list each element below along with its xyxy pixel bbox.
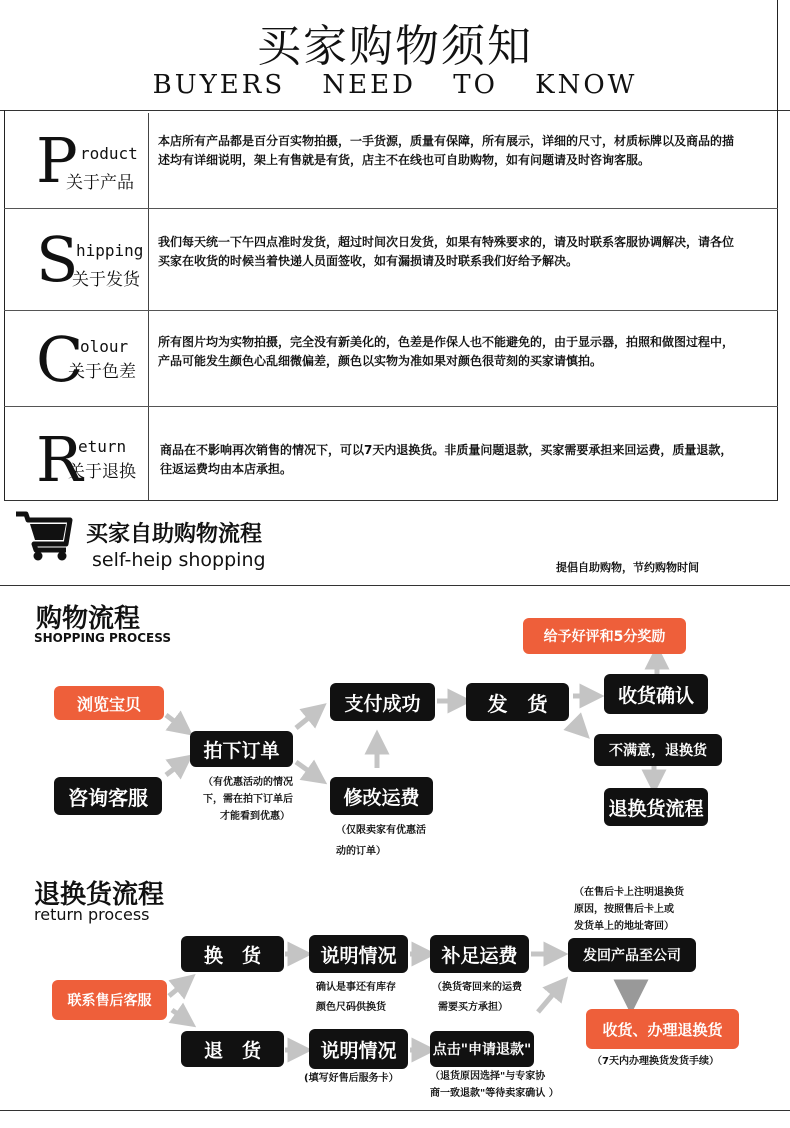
- section-label-cn: 关于发货: [72, 270, 140, 290]
- section-label-cn: 关于色差: [68, 362, 136, 382]
- bottom-divider: [0, 1110, 790, 1111]
- postage-box: 补足运费: [430, 935, 529, 973]
- section-letter: S: [36, 223, 79, 296]
- divider: [4, 500, 778, 501]
- consult-box: 咨询客服: [54, 777, 162, 815]
- postage-note: （换货寄回来的运费 需要买方承担）: [432, 982, 522, 1013]
- returns-subtitle: return process: [34, 905, 150, 924]
- review-box: 给予好评和5分奖励: [523, 618, 686, 654]
- section-label-cn: 关于退换: [68, 462, 136, 482]
- apply-refund-box: 点击"申请退款": [430, 1031, 534, 1067]
- section-letter: P: [36, 124, 78, 197]
- section-text: 我们每天统一下午四点准时发货，超过时间次日发货，如果有特殊要求的，请及时联系客服协调解决，请各位买家在收货的时候当着快递人员面签收，如有漏损请及时联系我们好给予解决。: [158, 235, 735, 268]
- refund-box: 退 货: [181, 1031, 284, 1067]
- divider: [0, 585, 790, 586]
- browse-box: 浏览宝贝: [54, 686, 164, 720]
- page-header: [0, 0, 790, 111]
- receive-note: （7天内办理换货发货手续）: [592, 1056, 719, 1067]
- section-text: 所有图片均为实物拍摄，完全没有新美化的，色差是作保人也不能避免的，由于显示器，拍照和做图过程中，产品可能发生颜色心乱细微偏差，颜色以实物为准如果对颜色很苛刻的买家请慎拍。: [158, 335, 735, 368]
- self-help-title: 买家自助购物流程: [86, 522, 263, 547]
- ship-box: 发 货: [466, 683, 569, 721]
- order-note: （有优惠活动的情况 下，需在拍下订单后 才能看到优惠）: [203, 777, 293, 822]
- section-word: olour: [80, 337, 129, 356]
- explain-exchange-box: 说明情况: [309, 935, 408, 973]
- shopping-cart-icon: [14, 508, 74, 566]
- section-text: 商品在不影响再次销售的情况下，可以7天内退换货。非质量问题退款，买家需要承担来回运费，质量退款，往返运费均由本店承担。: [160, 443, 733, 476]
- explain-refund-box: 说明情况: [309, 1029, 408, 1069]
- modify-note: （仅限卖家有优惠活 动的订单）: [336, 825, 426, 857]
- page-title: 买家购物须知: [257, 21, 533, 72]
- apply-refund-note: （退货原因选择"与专家协 商一致退款"等待卖家确认 ）: [430, 1071, 559, 1099]
- shopping-title: 购物流程: [36, 604, 141, 634]
- section-shipping: [0, 209, 778, 310]
- section-letter: R: [36, 423, 83, 496]
- confirm-box: 收货确认: [604, 674, 708, 714]
- modify-box: 修改运费: [330, 777, 433, 815]
- self-help-subtitle: self-heip shopping: [92, 549, 266, 571]
- order-box: 拍下订单: [190, 731, 293, 767]
- section-word: hipping: [76, 241, 144, 260]
- section-word: roduct: [80, 144, 138, 163]
- return-flow-box: 退换货流程: [604, 788, 708, 826]
- section-text: 本店所有产品都是百分百实物拍摄，一手货源，质量有保障，所有展示，详细的尺寸，材质标牌以及商品的描述均有详细说明，架上有售就是有货，店主不在线也可自助购物，如有问题请及时咨询客服。: [158, 134, 735, 167]
- send-back-box: 发回产品至公司: [568, 938, 696, 972]
- self-help-note: 提倡自助购物，节约购物时间: [556, 561, 699, 574]
- returns-title: 退换货流程: [34, 880, 165, 910]
- explain-exchange-note: 确认是事还有库存 颜色尺码供换货: [316, 982, 396, 1013]
- shopping-subtitle: SHOPPING PROCESS: [34, 631, 171, 645]
- explain-refund-note: (填写好售后服务卡）: [304, 1073, 399, 1084]
- send-back-note: （在售后卡上注明退换货 原因，按照售后卡上或 发货单上的地址寄回）: [574, 887, 684, 932]
- section-label-cn: 关于产品: [66, 173, 134, 193]
- unsatisfied-box: 不满意，退换货: [594, 734, 722, 766]
- pay-box: 支付成功: [330, 683, 435, 721]
- section-letter: C: [36, 323, 84, 396]
- exchange-box: 换 货: [181, 936, 284, 972]
- receive-box: 收货、办理退换货: [586, 1009, 739, 1049]
- section-product: [0, 110, 778, 208]
- section-word: eturn: [78, 437, 127, 456]
- section-return: [0, 407, 778, 500]
- section-colour: [0, 311, 778, 406]
- contact-box: 联系售后客服: [52, 980, 167, 1020]
- page-subtitle: BUYERS NEED TO KNOW: [152, 70, 638, 100]
